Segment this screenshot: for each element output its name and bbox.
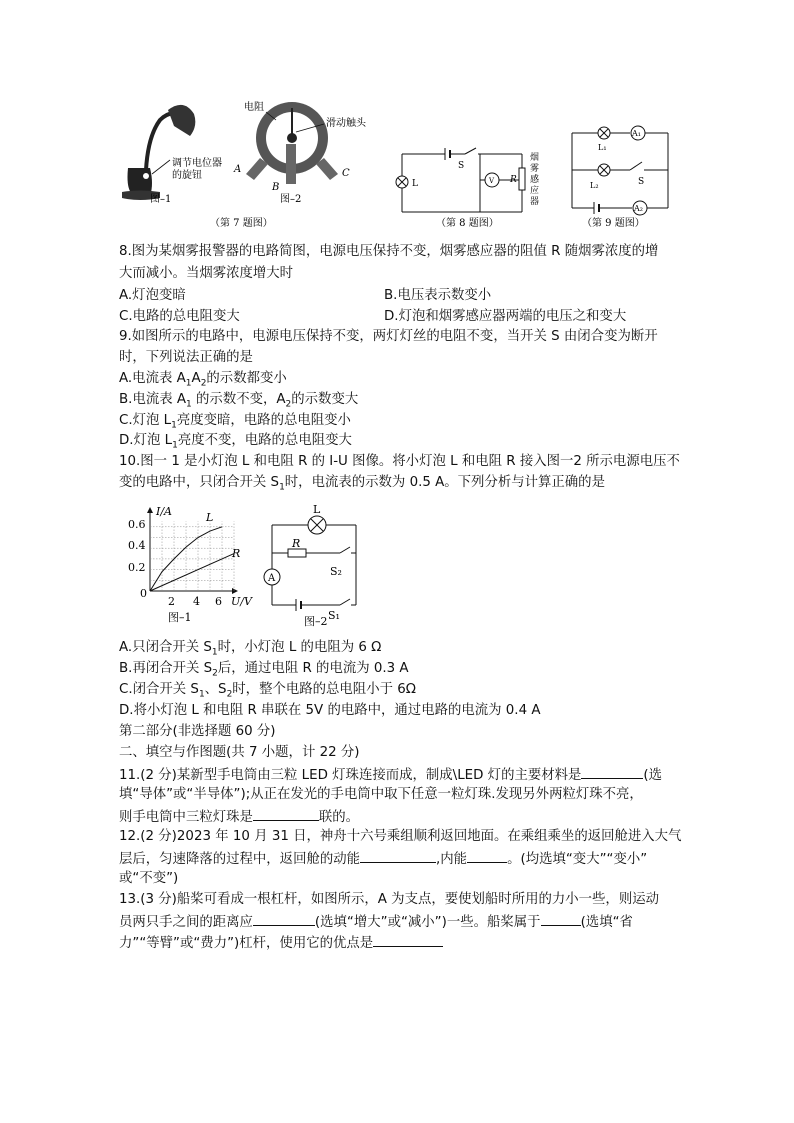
fig8-r-label: R <box>510 175 517 185</box>
fig8-sensor-5: 器 <box>530 197 540 207</box>
curve-r <box>150 554 234 591</box>
fig9-s-label: S <box>638 177 645 187</box>
q11-blank-2[interactable] <box>253 806 319 821</box>
fig8-caption: （第 8 题图） <box>436 218 499 229</box>
fig9-a1-label: A₁ <box>632 129 641 138</box>
fig7-label-c: C <box>342 168 350 179</box>
fig7-knob-label-2: 的旋钮 <box>172 170 202 181</box>
fig7-resistor-label: 电阻 <box>244 102 264 113</box>
fig7-fig2-label: 图–2 <box>280 194 302 205</box>
graph-curve-r-label: R <box>232 547 241 560</box>
graph-curve-l-label: L <box>206 511 214 524</box>
q13-line3: 力”“等臂”或“费力”)杠杆，使用它的优点是 <box>119 932 443 954</box>
q12-blank-1[interactable] <box>360 848 436 863</box>
graph-y-tick-02: 0.2 <box>128 561 146 574</box>
q11-line3: 则手电筒中三粒灯珠是 联的。 <box>119 806 359 828</box>
q10-circuit <box>272 525 356 611</box>
q8-option-c: C.电路的总电阻变大 <box>119 309 240 324</box>
q12-line1: 12.(2 分)2023 年 10 月 31 日，神舟十六号乘组顺利返回地面。在乘组乘坐的返回舱进入大气 <box>119 829 682 844</box>
fig8-sensor-4: 应 <box>530 186 540 196</box>
graph-x-tick-6: 6 <box>215 595 222 608</box>
graph-origin: 0 <box>140 587 147 600</box>
q13-blank-3[interactable] <box>373 932 443 947</box>
q13-blank-2[interactable] <box>541 911 581 926</box>
q13-blank-1[interactable] <box>253 911 315 926</box>
fig7-slider-label: 滑动触头 <box>326 118 366 129</box>
q12-blank-2[interactable] <box>467 848 507 863</box>
circuit2-caption: 图–2 <box>304 615 328 628</box>
circuit2-a-label: A <box>268 573 276 584</box>
q13-line2: 员两只手之间的距离应 (选填“增大”或“减小”)一些。船桨属于 (选填“省 <box>119 911 633 933</box>
graph-x-tick-4: 4 <box>193 595 200 608</box>
q10-figures <box>118 505 368 630</box>
q12-line2: 层后，匀速降落的过程中，返回舱的动能 ,内能 。(均选填“变大”“变小” <box>119 848 647 870</box>
fig8-sensor-1: 烟 <box>530 153 540 163</box>
q8-stem-line1: 8.图为某烟雾报警器的电路简图，电源电压保持不变，烟雾感应器的阻值 R 随烟雾浓度的增 <box>119 244 659 259</box>
q8-option-d: D.灯泡和烟雾感应器两端的电压之和变大 <box>384 309 627 324</box>
fig8-sensor-2: 雾 <box>530 164 540 174</box>
q10-option-a: A.只闭合开关 $S_1$时，小灯泡 L 的电阻为 6 Ω <box>119 640 382 658</box>
q11-line2: 填“导体”或“半导体”);从正在发光的手电筒中取下任意一粒灯珠.发现另外两粒灯珠不亮， <box>119 787 643 802</box>
q10-option-b: B.再闭合开关 $S_2$后，通过电阻 R 的电流为 0.3 A <box>119 661 409 679</box>
fig8-v-label: V <box>489 177 495 185</box>
graph-y-tick-06: 0.6 <box>128 518 146 531</box>
section-header: 二、填空与作图题(共 7 小题，计 22 分) <box>119 745 360 760</box>
potentiometer-figure <box>246 102 338 184</box>
part2-header: 第二部分(非选择题 60 分) <box>119 724 276 739</box>
q9-stem-line1: 9.如图所示的电路中，电源电压保持不变，两灯灯丝的电阻不变，当开关 S 由闭合变为断开 <box>119 329 658 344</box>
graph-y-tick-04: 0.4 <box>128 539 146 552</box>
fig7-fig1-label: 图–1 <box>150 194 172 205</box>
fig9-caption: （第 9 题图） <box>582 218 645 229</box>
fig9-l1-label: L₁ <box>598 143 607 152</box>
top-figures <box>120 96 680 236</box>
graph-x-tick-2: 2 <box>168 595 175 608</box>
q8-option-b: B.电压表示数变小 <box>384 288 492 303</box>
q9-option-a: A.电流表 $A_1A_2$的示数都变小 <box>119 371 287 389</box>
fig8-sensor-3: 感 <box>530 175 540 185</box>
fig7-label-b: B <box>272 182 280 193</box>
q10-stem-line2: 变的电路中，只闭合开关 $S_1$时，电流表的示数为 0.5 A。下列分析与计算正确的是 <box>119 475 605 493</box>
q8-stem-line2: 大而减小。当烟雾浓度增大时 <box>119 266 294 281</box>
q9-option-d: D.灯泡 $L_1$亮度不变，电路的总电阻变大 <box>119 433 352 451</box>
fig7-knob-label-1: 调节电位器 <box>172 158 222 169</box>
q9-option-c: C.灯泡 $L_1$亮度变暗，电路的总电阻变小 <box>119 413 351 431</box>
q8-options-cd <box>119 307 679 327</box>
fig7-caption: （第 7 题图） <box>210 218 273 229</box>
iu-graph <box>128 505 253 624</box>
fig7-label-a: A <box>234 164 242 175</box>
q10-option-c: C.闭合开关 $S_1$、$S_2$时，整个电路的总电阻小于 6Ω <box>119 682 416 700</box>
circuit2-l-label: L <box>313 505 321 516</box>
circuit2-r-label: R <box>292 537 301 550</box>
circuit2-s2-label: S₂ <box>330 565 342 578</box>
q8-options-ab <box>119 286 679 306</box>
q11-blank-1[interactable] <box>581 764 643 779</box>
q9-stem-line2: 时，下列说法正确的是 <box>119 350 253 365</box>
graph-x-label: U/V <box>231 595 252 608</box>
q12-line3: 或“不变”) <box>119 871 179 886</box>
q13-line1: 13.(3 分)船桨可看成一根杠杆，如图所示，A 为支点，要使划船时所用的力小一些，则运动 <box>119 892 659 907</box>
fig8-s-label: S <box>458 161 465 171</box>
q11-line1: 11.(2 分)某新型手电筒由三粒 LED 灯珠连接而成，制成\LED 灯的主要材料是 (选 <box>119 764 662 786</box>
fig9-circuit <box>572 126 668 215</box>
desk-lamp-figure <box>122 105 195 200</box>
q9-option-b: B.电流表 $A_1$ 的示数不变，$A_2$的示数变大 <box>119 392 359 410</box>
fig8-l-label: L <box>412 179 418 189</box>
fig9-a2-label: A₂ <box>634 204 643 213</box>
graph-caption: 图–1 <box>168 611 192 624</box>
graph-y-label: I/A <box>156 505 172 518</box>
q10-stem-line1: 10.图一 1 是小灯泡 L 和电阻 R 的 I-U 图像。将小灯泡 L 和电阻 R 接入图一2 所示电源电压不 <box>119 454 680 469</box>
q8-option-a: A.灯泡变暗 <box>119 288 186 303</box>
q10-option-d: D.将小灯泡 L 和电阻 R 串联在 5V 的电路中，通过电路的电流为 0.4 A <box>119 703 541 718</box>
fig9-l2-label: L₂ <box>590 181 599 190</box>
circuit2-s1-label: S₁ <box>328 609 340 622</box>
